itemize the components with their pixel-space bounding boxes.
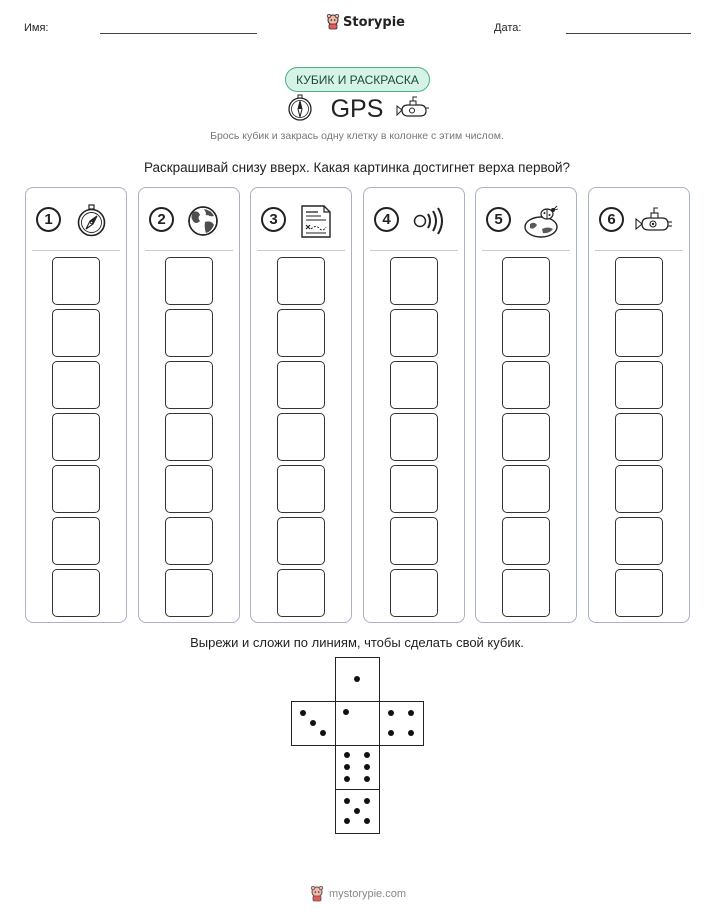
dice-pip — [344, 798, 350, 804]
submarine-icon — [396, 96, 430, 122]
color-cell[interactable] — [277, 465, 325, 513]
color-cell[interactable] — [615, 465, 663, 513]
color-cell[interactable] — [502, 257, 550, 305]
color-cell[interactable] — [52, 569, 100, 617]
dice-face-4 — [379, 701, 424, 746]
color-cell[interactable] — [615, 569, 663, 617]
color-cell[interactable] — [165, 309, 213, 357]
dice-pip — [344, 776, 350, 782]
brand-name: Storypie — [343, 14, 405, 30]
column-divider — [32, 250, 120, 251]
document-map-icon — [296, 204, 336, 238]
dice-pip — [354, 808, 360, 814]
color-cell[interactable] — [52, 413, 100, 461]
dice-pip — [364, 798, 370, 804]
column-1 — [25, 187, 127, 623]
name-label: Имя: — [24, 22, 49, 34]
dice-pip — [364, 818, 370, 824]
column-divider — [482, 250, 570, 251]
color-cell[interactable] — [615, 257, 663, 305]
storypie-mascot-icon — [326, 14, 340, 30]
color-cell[interactable] — [390, 413, 438, 461]
footer-url[interactable]: mystorypie.com — [329, 888, 407, 900]
brand-logo — [326, 14, 405, 30]
color-cell[interactable] — [52, 257, 100, 305]
dice-pip — [388, 710, 394, 716]
storypie-mascot-icon — [310, 886, 324, 902]
color-cell[interactable] — [390, 465, 438, 513]
dice-pip — [300, 710, 306, 716]
column-4 — [363, 187, 465, 623]
title-row — [0, 92, 714, 128]
dice-pip — [310, 720, 316, 726]
column-number: 3 — [261, 207, 286, 232]
dice-face-5 — [335, 789, 380, 834]
dice-pip — [364, 776, 370, 782]
submarine-icon — [634, 204, 674, 238]
color-cell[interactable] — [390, 309, 438, 357]
column-divider — [370, 250, 458, 251]
dice-pip — [344, 818, 350, 824]
color-cell[interactable] — [502, 361, 550, 409]
color-cell[interactable] — [277, 517, 325, 565]
instruction: Раскрашивай снизу вверх. Какая картинка достигнет верха первой? — [143, 160, 571, 175]
color-cell[interactable] — [502, 413, 550, 461]
column-header — [139, 204, 239, 240]
color-cell[interactable] — [390, 569, 438, 617]
color-cell[interactable] — [502, 465, 550, 513]
color-cell[interactable] — [615, 517, 663, 565]
dice-face-1 — [335, 657, 380, 702]
column-number: 2 — [149, 207, 174, 232]
color-cell[interactable] — [277, 257, 325, 305]
date-line — [566, 33, 691, 34]
color-cell[interactable] — [277, 309, 325, 357]
dice-pip — [344, 764, 350, 770]
column-header — [26, 204, 126, 240]
column-3 — [250, 187, 352, 623]
cut-instruction: Вырежи и сложи по линиям, чтобы сделать свой кубик. — [190, 635, 524, 650]
color-cell[interactable] — [52, 517, 100, 565]
color-cell[interactable] — [52, 309, 100, 357]
subtitle: Брось кубик и закрась одну клетку в колонке с этим числом. — [210, 130, 504, 142]
color-cell[interactable] — [165, 413, 213, 461]
date-label: Дата: — [494, 22, 522, 34]
color-cell[interactable] — [165, 361, 213, 409]
dice-pip — [343, 709, 349, 715]
column-header — [251, 204, 351, 240]
color-cell[interactable] — [52, 465, 100, 513]
color-cell[interactable] — [165, 569, 213, 617]
globe-icon — [184, 204, 224, 238]
signal-icon — [409, 204, 449, 238]
color-cell[interactable] — [277, 361, 325, 409]
dice-pip — [320, 730, 326, 736]
column-divider — [257, 250, 345, 251]
column-divider — [145, 250, 233, 251]
column-header — [589, 204, 689, 240]
compass-icon — [71, 204, 111, 238]
activity-badge: КУБИК И РАСКРАСКА — [285, 67, 430, 92]
color-cell[interactable] — [390, 257, 438, 305]
color-cell[interactable] — [277, 413, 325, 461]
dice-face-3 — [291, 701, 336, 746]
color-cell[interactable] — [615, 309, 663, 357]
column-number: 4 — [374, 207, 399, 232]
color-cell[interactable] — [502, 569, 550, 617]
color-cell[interactable] — [165, 517, 213, 565]
column-6 — [588, 187, 690, 623]
color-cell[interactable] — [52, 361, 100, 409]
color-cell[interactable] — [165, 465, 213, 513]
earth-ladybug-icon — [521, 204, 561, 238]
column-header — [364, 204, 464, 240]
name-line — [100, 33, 257, 34]
dice-pip — [408, 710, 414, 716]
page-title: GPS — [330, 95, 384, 123]
color-cell[interactable] — [390, 517, 438, 565]
dice-pip — [408, 730, 414, 736]
column-divider — [595, 250, 683, 251]
color-cell[interactable] — [165, 257, 213, 305]
column-number: 6 — [599, 207, 624, 232]
color-cell[interactable] — [502, 309, 550, 357]
dice-face-6 — [335, 745, 380, 790]
color-cell[interactable] — [615, 361, 663, 409]
dice-pip — [344, 752, 350, 758]
column-number: 5 — [486, 207, 511, 232]
dice-pip — [364, 752, 370, 758]
dice-pip — [364, 764, 370, 770]
color-cell[interactable] — [502, 517, 550, 565]
color-cell[interactable] — [615, 413, 663, 461]
dice-pip — [354, 676, 360, 682]
footer — [310, 886, 406, 902]
color-cell[interactable] — [277, 569, 325, 617]
column-header — [476, 204, 576, 240]
color-cell[interactable] — [390, 361, 438, 409]
dice-pip — [388, 730, 394, 736]
dice-face-1 — [335, 701, 380, 746]
column-5 — [475, 187, 577, 623]
column-2 — [138, 187, 240, 623]
column-number: 1 — [36, 207, 61, 232]
